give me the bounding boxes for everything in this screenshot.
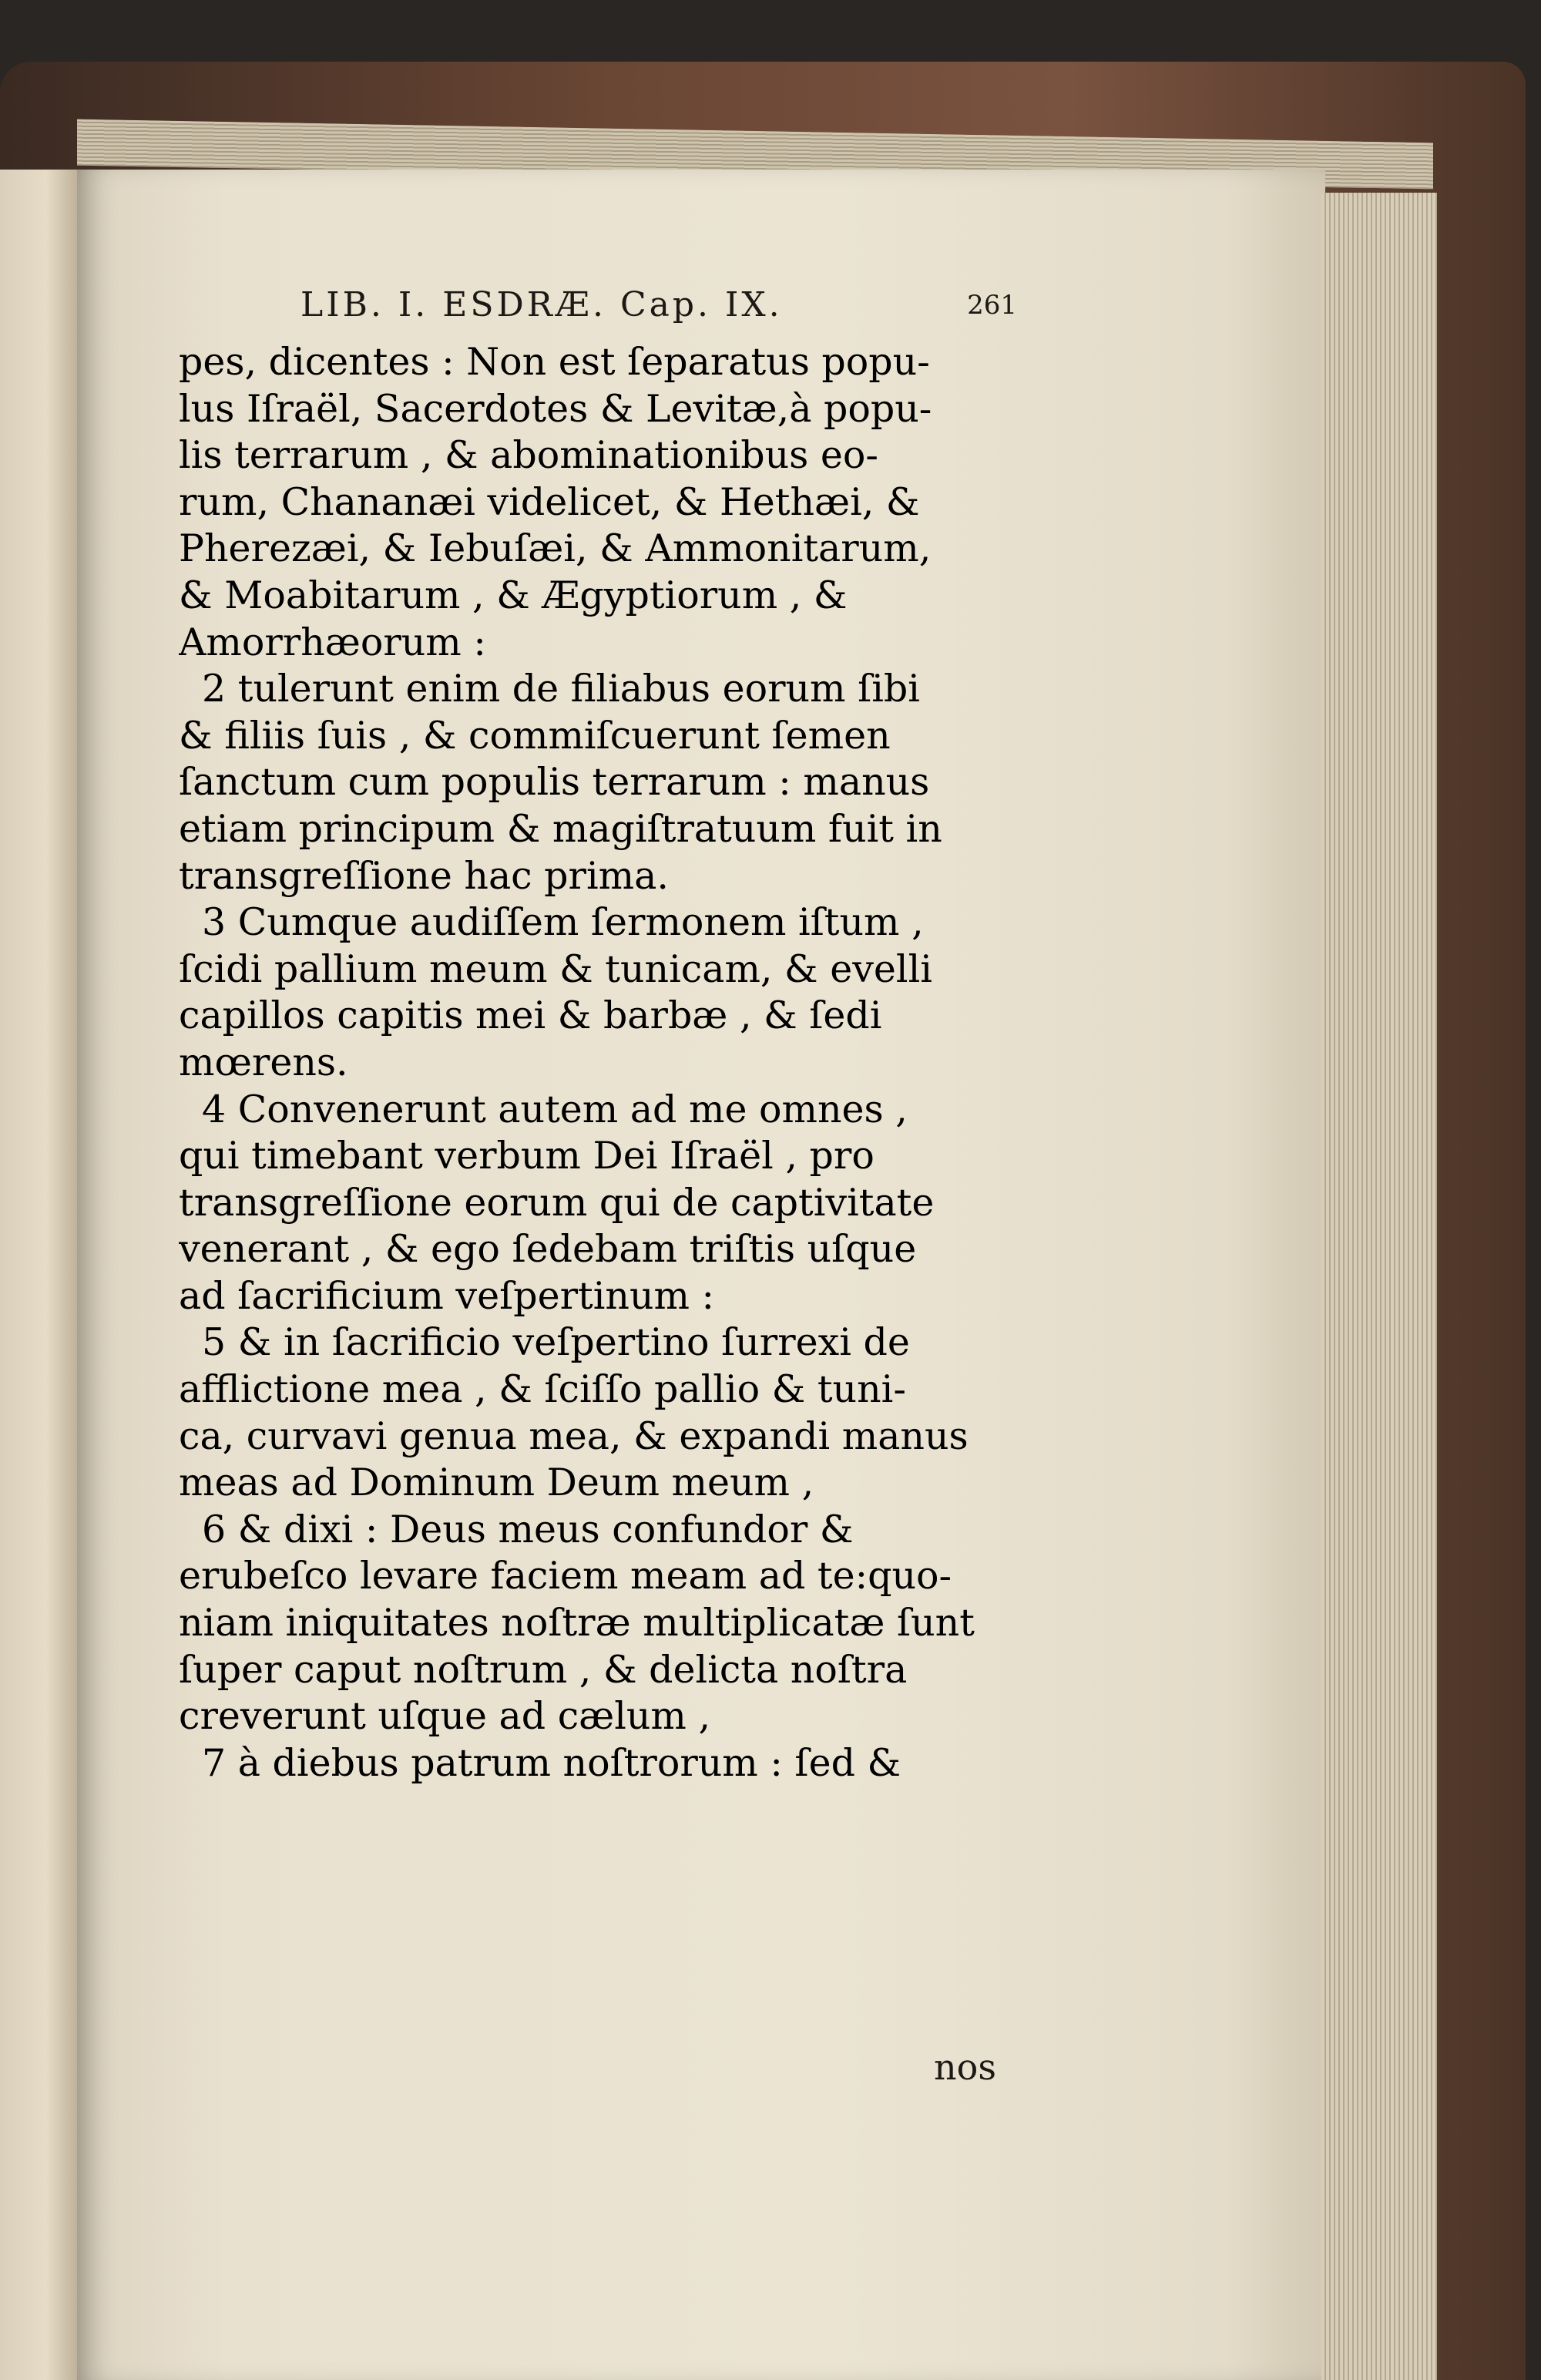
running-title: LIB. I. ESDRÆ. Cap. IX. bbox=[300, 285, 783, 324]
text-line: ſcidi pallium meum & tunicam, & evelli bbox=[179, 946, 932, 991]
text-line: ſuper caput noſtrum , & delicta noſtra bbox=[179, 1647, 908, 1692]
text-line: & Moabitarum , & Ægyptiorum , & bbox=[179, 573, 848, 617]
text-line: mœrens. bbox=[179, 1040, 348, 1084]
text-line: erubeſco levare faciem meam ad te:quo- bbox=[179, 1554, 952, 1598]
text-line: & filiis ſuis , & commiſcuerunt ſemen bbox=[179, 713, 891, 758]
running-header bbox=[300, 285, 1017, 331]
verse-4-line: 4 Convenerunt autem ad me omnes , bbox=[202, 1087, 908, 1131]
text-line: meas ad Dominum Deum meum , bbox=[179, 1461, 814, 1505]
body-text bbox=[179, 339, 1026, 1787]
text-line: etiam principum & magiſtratuum fuit in bbox=[179, 806, 942, 851]
folio-number: 261 bbox=[967, 290, 1017, 321]
text-line: Amorrhæorum : bbox=[179, 620, 486, 664]
text-line: venerant , & ego ſedebam triſtis uſque bbox=[179, 1227, 917, 1272]
text-line: ſanctum cum populis terrarum : manus bbox=[179, 760, 930, 805]
text-line: lis terrarum , & abominationibus eo- bbox=[179, 433, 878, 478]
text-line: qui timebant verbum Dei Iſraël , pro bbox=[179, 1134, 875, 1178]
text-line: capillos capitis mei & barbæ , & ſedi bbox=[179, 993, 882, 1038]
text-line: ca, curvavi genua mea, & expandi manus bbox=[179, 1414, 969, 1458]
text-line: pes, dicentes : Non est ſeparatus popu- bbox=[179, 340, 930, 384]
text-line: creverunt uſque ad cælum , bbox=[179, 1694, 711, 1739]
text-line: niam iniquitates noſtræ multiplicatæ ſunt bbox=[179, 1601, 975, 1645]
text-line: transgreſſione eorum qui de captivitate bbox=[179, 1180, 935, 1225]
text-line: lus Iſraël, Sacerdotes & Levitæ,à popu- bbox=[179, 386, 932, 431]
verse-2-line: 2 tulerunt enim de filiabus eorum ſibi bbox=[202, 667, 920, 711]
text-line: rum, Chananæi videlicet, & Hethæi, & bbox=[179, 479, 920, 524]
left-page-edge bbox=[0, 170, 77, 2380]
text-line: Pherezæi, & Iebuſæi, & Ammonitarum, bbox=[179, 526, 932, 571]
text-line: ad ſacrificium veſpertinum : bbox=[179, 1273, 715, 1318]
verse-6-line: 6 & dixi : Deus meus confundor & bbox=[202, 1507, 854, 1551]
page-stack-edge bbox=[1321, 193, 1437, 2380]
verse-7-line: 7 à diebus patrum noſtrorum : ſed & bbox=[202, 1740, 901, 1785]
catchword: nos bbox=[934, 2046, 996, 2088]
verse-3-line: 3 Cumque audiſſem ſermonem iſtum , bbox=[202, 900, 924, 945]
verse-5-line: 5 & in ſacrificio veſpertino ſurrexi de bbox=[202, 1320, 910, 1365]
text-line: transgreſſione hac prima. bbox=[179, 853, 669, 898]
text-line: afflictione mea , & ſciſſo pallio & tuni- bbox=[179, 1367, 906, 1412]
